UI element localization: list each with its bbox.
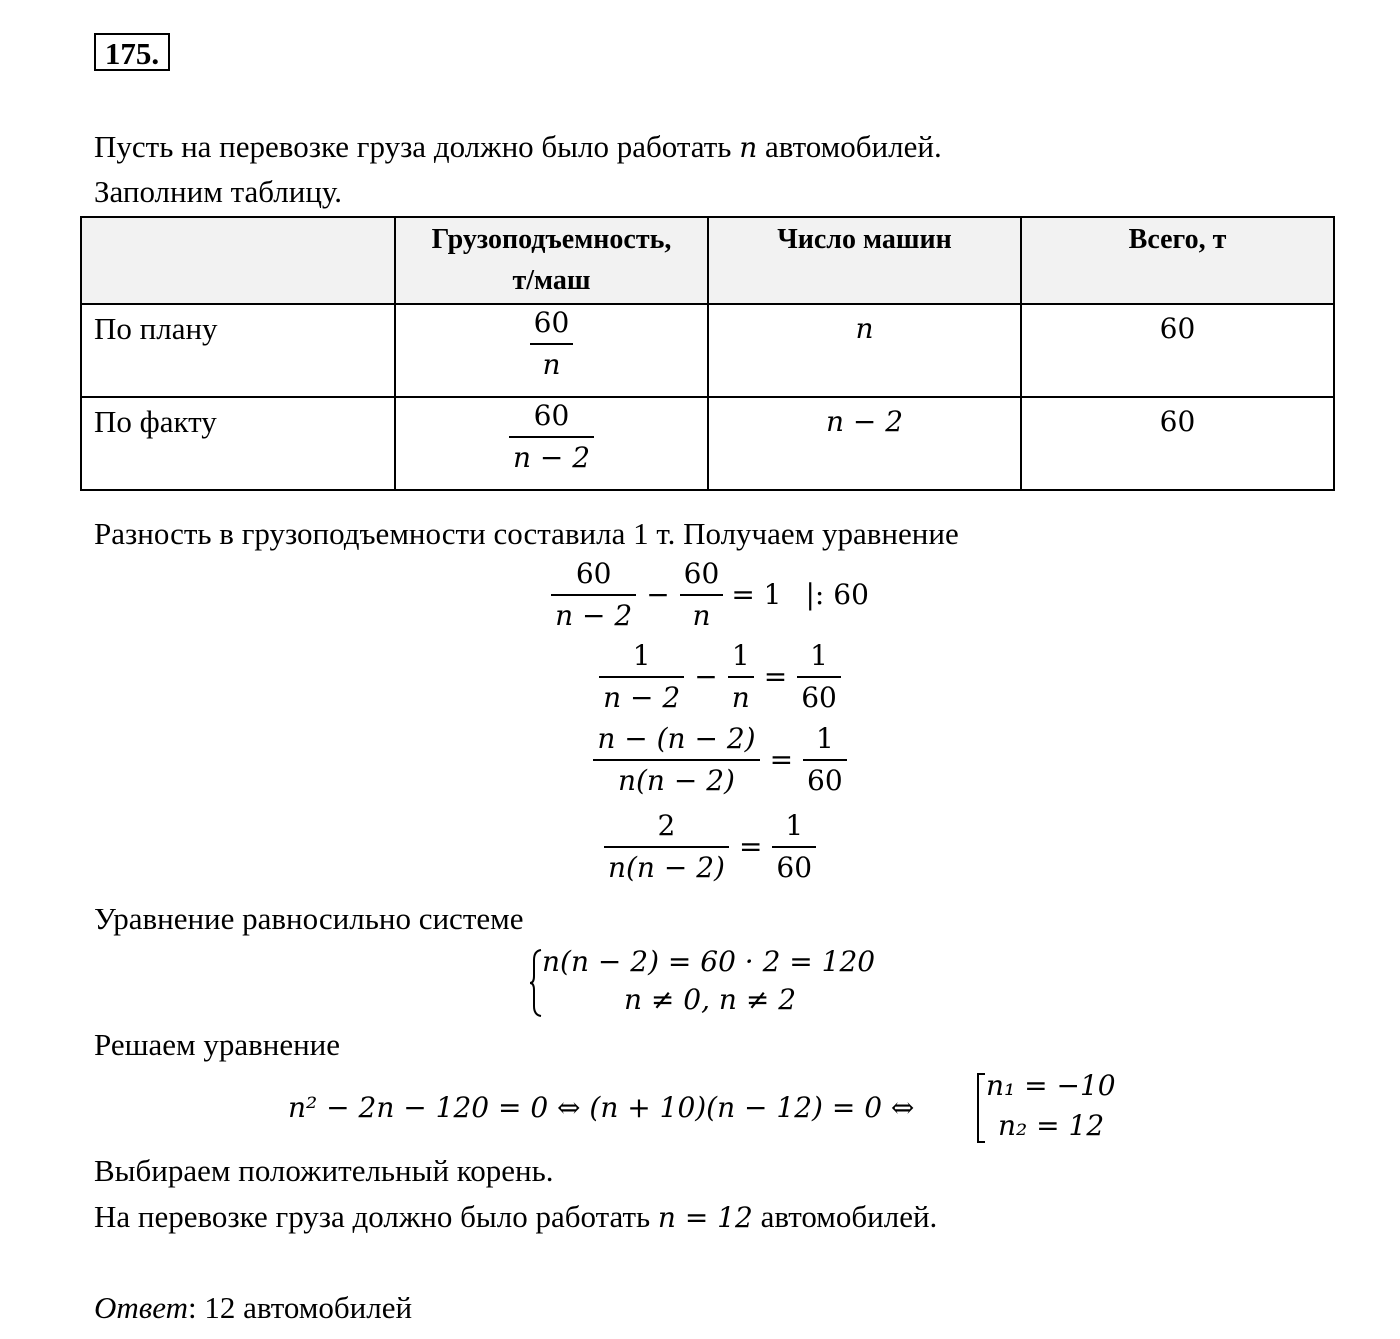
header-capacity-line1: Грузоподъемность, <box>431 224 672 255</box>
fraction-numerator: 60 <box>575 557 612 590</box>
fraction-denominator: n(n − 2) <box>593 759 759 795</box>
capacity-cell <box>395 397 708 490</box>
fraction-denominator: n <box>542 348 561 381</box>
conclusion <box>94 1201 937 1232</box>
fraction-numerator: 1 <box>815 722 834 755</box>
quadratic-main: n² − 2n − 120 = 0 ⇔ (n + 10)(n − 12) = 0 ⇔ <box>288 1091 915 1124</box>
system-line-2: n ≠ 0, n ≠ 2 <box>624 983 797 1016</box>
row-label: По плану <box>81 304 395 397</box>
equation-2: $\frac{1}{n - 2}$ − $\frac{1}{n}$ = $\frac{1}{60}$ <box>520 642 920 712</box>
answer-label: Ответ <box>94 1290 188 1325</box>
choose-text: Выбираем положительный корень. <box>94 1153 554 1188</box>
fraction-denominator: n <box>692 599 711 632</box>
fraction-denominator: n − 2 <box>512 441 591 474</box>
count-cell <box>708 397 1021 490</box>
table-row <box>81 397 1334 490</box>
fraction-denominator: 60 <box>772 846 816 882</box>
fraction-numerator: 60 <box>533 399 570 432</box>
intro-text: Пусть на перевозке груза должно было работать <box>94 129 732 164</box>
solve-text: Решаем уравнение <box>94 1027 341 1062</box>
capacity-fraction <box>530 306 574 381</box>
equation-rhs: = 1 <box>731 578 782 611</box>
fraction-denominator: 60 <box>803 759 847 795</box>
intro-line-1 <box>94 131 942 162</box>
quadratic-equation <box>288 1068 1138 1148</box>
equation-note: |: 60 <box>805 578 869 611</box>
fraction-numerator: 1 <box>632 639 651 672</box>
count-value: n <box>855 312 874 345</box>
fraction-denominator: n(n − 2) <box>604 846 729 882</box>
fraction-numerator: 1 <box>731 639 750 672</box>
fraction-numerator: 1 <box>785 809 804 842</box>
equation-4: $\frac{2}{n(n - 2)}$ = $\frac{1}{60}$ <box>510 812 910 882</box>
equation-3: $\frac{n - (n - 2)}{n(n - 2)}$ = $\frac{1}{60}$ <box>520 725 920 795</box>
fraction-numerator: 60 <box>533 306 570 339</box>
header-count: Число машин <box>708 217 1021 304</box>
difference-text: Разность в грузоподъемности составила 1 т. Получаем уравнение <box>94 516 959 551</box>
fraction-numerator: 60 <box>683 557 720 590</box>
equation-system <box>528 946 898 1018</box>
fraction-numerator: 2 <box>657 809 676 842</box>
total-cell: 60 <box>1021 304 1334 397</box>
intro-text-end: автомобилей. <box>764 129 942 164</box>
header-total: Всего, т <box>1021 217 1334 304</box>
fraction-denominator: n <box>731 681 750 714</box>
fraction-numerator: 1 <box>810 639 828 672</box>
conclusion-text: На перевозке груза должно было работать <box>94 1199 651 1234</box>
conclusion-text-end: автомобилей. <box>760 1199 938 1234</box>
fraction-denominator: n − 2 <box>555 599 633 632</box>
equation-1: $\frac{60}{n - 2}$ − $\frac{60}{n}$ = 1 |: 60 <box>520 560 900 630</box>
row-label: По факту <box>81 397 395 490</box>
header-capacity <box>395 217 708 304</box>
fraction-numerator: n − (n − 2) <box>597 722 756 755</box>
system-line-1: n(n − 2) = 60 · 2 = 120 <box>542 945 876 978</box>
conclusion-math: n = 12 <box>657 1201 753 1234</box>
intro-line-2: Заполним таблицу. <box>94 174 343 209</box>
header-capacity-line2: т/маш <box>512 265 591 296</box>
root-1: n₁ = −10 <box>986 1069 1116 1102</box>
problem-number: 175. <box>94 33 170 71</box>
data-table <box>80 216 1335 491</box>
header-empty <box>81 217 395 304</box>
table-row <box>81 304 1334 397</box>
answer <box>94 1292 412 1323</box>
fraction-denominator: 60 <box>797 676 841 712</box>
fraction-denominator: n − 2 <box>603 681 681 714</box>
intro-variable: n <box>739 131 758 164</box>
answer-value: : 12 автомобилей <box>187 1290 413 1325</box>
capacity-cell <box>395 304 708 397</box>
count-cell <box>708 304 1021 397</box>
system-text: Уравнение равносильно системе <box>94 901 524 936</box>
root-2: n₂ = 12 <box>998 1109 1105 1142</box>
count-value: n − 2 <box>825 405 904 438</box>
capacity-fraction <box>509 399 594 474</box>
total-cell: 60 <box>1021 397 1334 490</box>
